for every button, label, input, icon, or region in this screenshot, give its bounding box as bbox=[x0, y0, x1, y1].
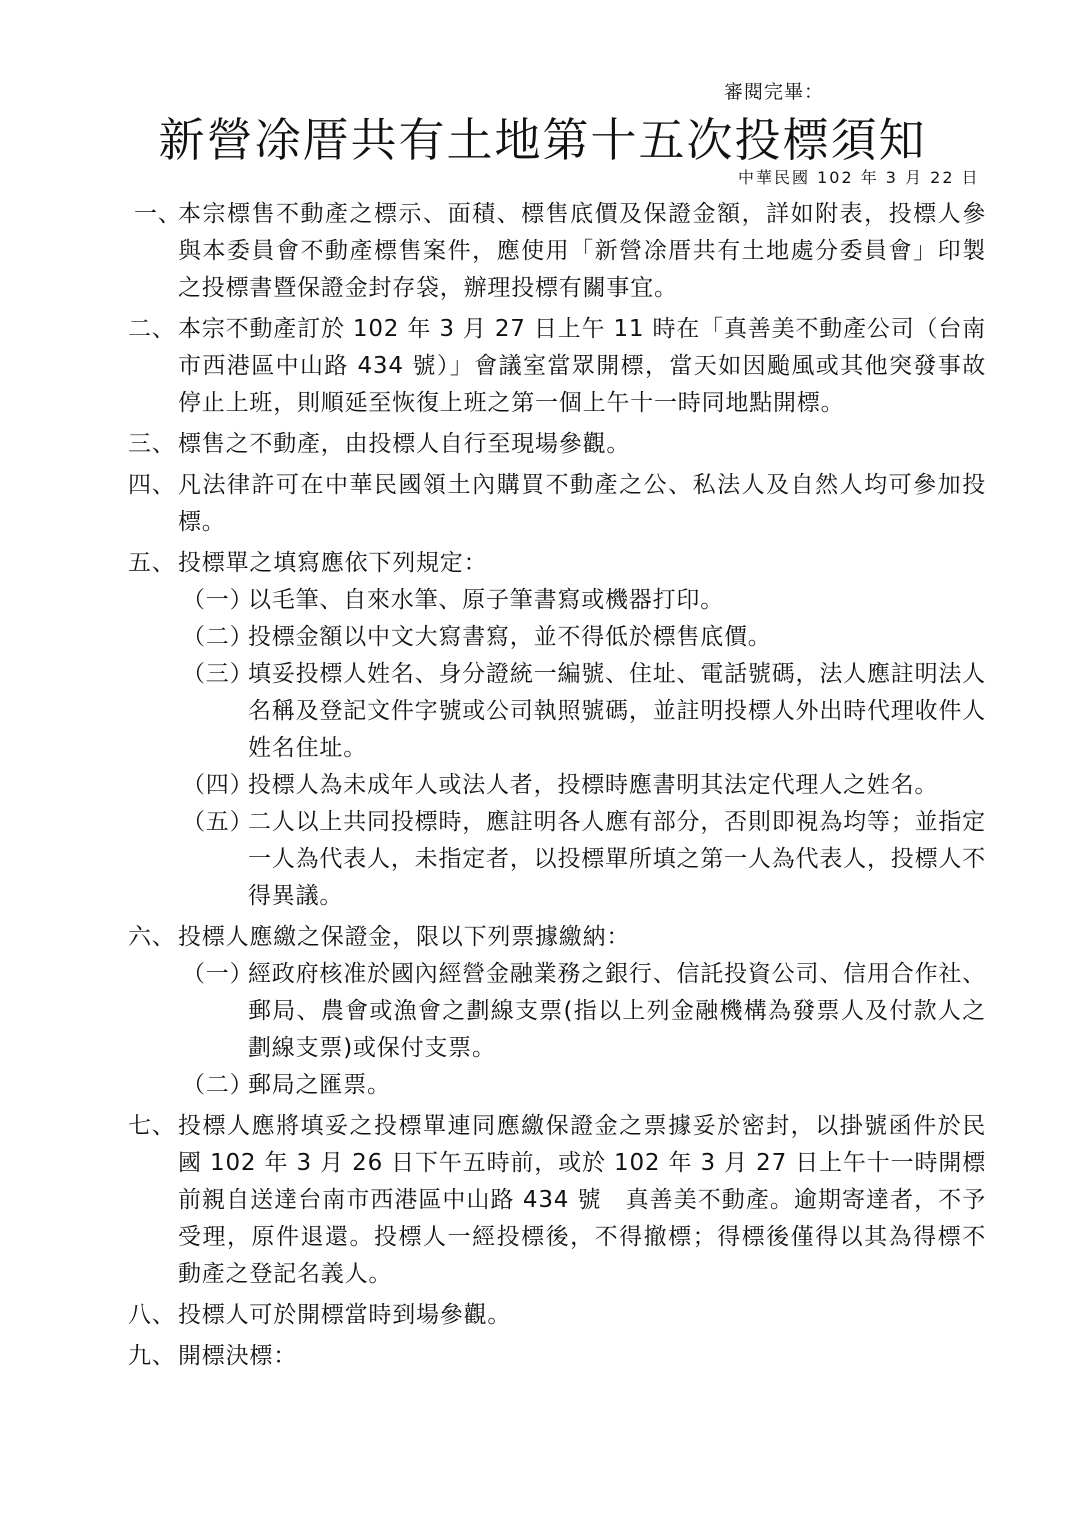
notice-item-8 bbox=[128, 1297, 986, 1334]
sub-item-label: （三） bbox=[182, 661, 254, 687]
sub-item-text: 填妥投標人姓名、身分證統一編號、住址、電話號碼，法人應註明法人名稱及登記文件字號或公司執照號碼，並註明投標人外出時代理收件人姓名住址。 bbox=[248, 661, 986, 761]
sub-item-5-3 bbox=[182, 656, 986, 767]
document-date: 中華民國 102 年 3 月 22 日 bbox=[738, 168, 980, 187]
sub-item-label: （二） bbox=[182, 624, 254, 650]
sub-item-text: 以毛筆、自來水筆、原子筆書寫或機器打印。 bbox=[248, 587, 724, 613]
sub-item-5-1 bbox=[182, 582, 986, 619]
sub-item-text: 投標人為未成年人或法人者，投標時應書明其法定代理人之姓名。 bbox=[248, 772, 939, 798]
item-label: 二、 bbox=[128, 316, 176, 342]
notice-item-2 bbox=[128, 311, 986, 422]
item-label: 四、 bbox=[128, 472, 176, 498]
sub-item-label: （二） bbox=[182, 1072, 254, 1098]
item-text: 開標決標： bbox=[178, 1343, 297, 1369]
notice-item-6 bbox=[128, 919, 986, 956]
sub-item-text: 郵局之匯票。 bbox=[248, 1072, 391, 1098]
sub-item-label: （一） bbox=[182, 587, 254, 613]
sub-item-text: 經政府核准於國內經營金融業務之銀行、信託投資公司、信用合作社、郵局、農會或漁會之劃線支票(指以上列金融機構為發票人及付款人之劃線支票)或保付支票。 bbox=[248, 961, 986, 1061]
item-label: 六、 bbox=[128, 924, 176, 950]
item-text: 標售之不動產，由投標人自行至現場參觀。 bbox=[178, 431, 631, 457]
sub-item-5-4 bbox=[182, 767, 986, 804]
sub-item-5-2 bbox=[182, 619, 986, 656]
notice-item-5 bbox=[128, 545, 986, 582]
sub-item-text: 二人以上共同投標時，應註明各人應有部分，否則即視為均等；並指定一人為代表人，未指定者，以投標單所填之第一人為代表人，投標人不得異議。 bbox=[248, 809, 986, 909]
sub-item-text: 投標金額以中文大寫書寫，並不得低於標售底價。 bbox=[248, 624, 772, 650]
item-text: 凡法律許可在中華民國領土內購買不動產之公、私法人及自然人均可參加投標。 bbox=[178, 472, 986, 535]
item-label: 三、 bbox=[128, 431, 176, 457]
document-title: 新營凃厝共有土地第十五次投標須知 bbox=[158, 113, 927, 167]
sub-item-label: （四） bbox=[182, 772, 254, 798]
notice-item-9 bbox=[128, 1338, 986, 1375]
notice-item-3 bbox=[128, 426, 986, 463]
item-text: 投標單之填寫應依下列規定： bbox=[178, 550, 488, 576]
notice-item-7 bbox=[128, 1108, 986, 1293]
notice-item-4 bbox=[128, 467, 986, 541]
review-note: 審閱完畢： bbox=[724, 81, 825, 103]
item-label: 一、 bbox=[134, 201, 182, 227]
sub-item-label: （五） bbox=[182, 809, 254, 835]
item-label: 五、 bbox=[128, 550, 176, 576]
item-text: 本宗標售不動產之標示、面積、標售底價及保證金額，詳如附表，投標人參與本委員會不動產標售案件，應使用「新營凃厝共有土地處分委員會」印製之投標書暨保證金封存袋，辦理投標有關事宜。 bbox=[178, 201, 986, 301]
sub-item-5-5 bbox=[182, 804, 986, 915]
item-label: 九、 bbox=[128, 1343, 176, 1369]
item-text: 投標人可於開標當時到場參觀。 bbox=[178, 1302, 512, 1328]
item-label: 八、 bbox=[128, 1302, 176, 1328]
item-text: 投標人應繳之保證金，限以下列票據繳納： bbox=[178, 924, 631, 950]
item-text: 投標人應將填妥之投標單連同應繳保證金之票據妥於密封，以掛號函件於民國 102 年 3 月 26 日下午五時前，或於 102 年 3 月 27 日上午十一時開標前親自送達台南市西港區中山路 434 號 真善美不動產。逾期寄達者，不予受理，原件退還。投標人一經投標後，不得撤標；得標後僅得以其為得標不動產之登記名義人。 bbox=[178, 1113, 986, 1287]
notice-items bbox=[0, 196, 1085, 1375]
item-text: 本宗不動產訂於 102 年 3 月 27 日上午 11 時在「真善美不動產公司（台南市西港區中山路 434 號）」會議室當眾開標，當天如因颱風或其他突發事故停止上班，則順延至恢復上班之第一個上午十一時同地點開標。 bbox=[178, 316, 986, 416]
item-label: 七、 bbox=[128, 1113, 176, 1139]
sub-item-6-2 bbox=[182, 1067, 986, 1104]
sub-item-6-1 bbox=[182, 956, 986, 1067]
sub-item-label: （一） bbox=[182, 961, 254, 987]
notice-item-1 bbox=[134, 196, 986, 307]
